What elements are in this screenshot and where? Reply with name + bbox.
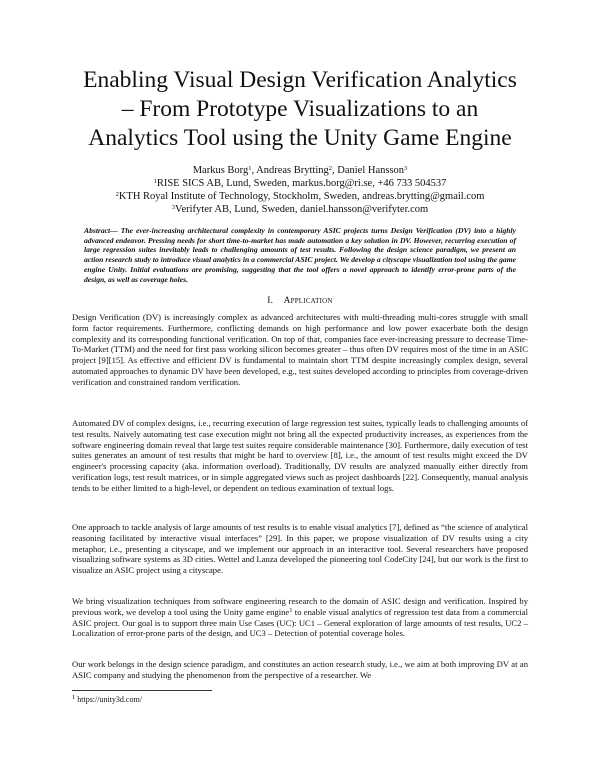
affiliation-2-marker: 2	[115, 191, 119, 198]
author-1-marker: 1	[248, 165, 252, 172]
section-title: Application	[283, 296, 333, 306]
section-heading	[40, 296, 560, 306]
author-block	[40, 164, 560, 216]
affiliation-2-text: KTH Royal Institute of Technology, Stockholm, Sweden, andreas.brytting@gmail.com	[118, 191, 485, 202]
author-separator: ,	[332, 165, 338, 176]
paragraph-4	[72, 596, 528, 639]
title-line-2: – From Prototype Visualizations to an	[121, 96, 479, 122]
author-2-marker: 2	[328, 165, 333, 172]
title-line-1: Enabling Visual Design Verification Analytics	[83, 67, 517, 93]
paragraph-3: One approach to tackle analysis of large amounts of test results is to enable visual analytics [7], defined as “the science of analytical reasoning facilitated by interactive visual interfaces” [29]. In this paper, we propose visualization of DV results using a city metaphor, i.e., presenting a cityscape, and we implement our approach in an interactive tool. Several researchers have proposed visualizing software systems as 3D cities. Wettel and Lanza developed the pioneering tool CodeCity [24], but our work is the first to visualize an ASIC project using a cityscape.	[72, 522, 528, 575]
abstract-label: Abstract—	[84, 226, 118, 235]
paper-title	[40, 66, 560, 153]
section-number: I.	[267, 296, 274, 306]
affiliation-1	[40, 177, 560, 190]
abstract	[84, 226, 516, 284]
affiliation-3	[40, 203, 560, 216]
author-3-marker: 3	[404, 165, 408, 172]
footnote-reference[interactable]: 1	[289, 606, 293, 614]
footnote-link[interactable]: https://unity3d.com/	[75, 695, 142, 704]
paragraph-2: Automated DV of complex designs, i.e., recurring execution of large regression test suites, typically leads to challenging amounts of test results. Naively automating test case execution might not bring all the expected productivity increases, as experiences from the software engineering domain reveal that large test suites require considerable maintenance [30]. Furthermore, daily execution of test suites generates an amount of test results that might be hard to overview [8], i.e., the amount of test results might exceed the DV engineer's processing capacity (aka. information overload). Traditionally, DV results are analyzed manually either directly from verification logs, test result matrices, or in simple aggregated views such as project dashboards [22]. Consequently, manual analysis tends to be either limited to a high-level, or dependent on tedious examination of textual logs.	[72, 418, 528, 493]
affiliation-2	[40, 190, 560, 203]
affiliation-3-marker: 3	[171, 204, 176, 211]
paragraph-5: Our work belongs in the design science paradigm, and constitutes an action research study, i.e., we aim at both improving DV at an ASIC company and studying the phenomenon from the perspective of a researcher. We	[72, 659, 528, 680]
author-separator: ,	[251, 165, 257, 176]
author-names	[40, 164, 560, 177]
affiliation-1-text: RISE SICS AB, Lund, Sweden, markus.borg@ri.se, +46 733 504537	[156, 178, 447, 189]
title-line-3: Analytics Tool using the Unity Game Engine	[88, 125, 512, 151]
author-1: Markus Borg	[192, 165, 249, 176]
footnote	[72, 695, 142, 705]
affiliation-3-text: Verifyter AB, Lund, Sweden, daniel.hansson@verifyter.com	[175, 204, 429, 215]
affiliation-1-marker: 1	[153, 178, 157, 185]
paragraph-4-part-2: to enable visual analytics of regression test data from a commercial ASIC project. Our goal is to support three main Use Cases (UC): UC1 – General exploration of large amounts of test results, UC2 – Localization of error-prone parts of the design, and UC3 – Detection of potential coverage holes.	[72, 606, 528, 639]
footnote-divider	[72, 690, 212, 691]
paragraph-4-part-1: We bring visualization techniques from software engineering research to the domain of ASIC design and verification. Inspired by previous work, we develop a tool using the Unity game engine	[72, 596, 528, 617]
author-3: Daniel Hansson	[337, 165, 405, 176]
paragraph-1: Design Verification (DV) is increasingly complex as advanced architectures with multi-threading multi-cores struggle with small form factor requirements. Furthermore, conflicting demands on high performance and low power exacerbate both the design complexity and its corresponding functional verification. On top of that, companies face ever-increasing pressure to decrease Time-To-Market (TTM) and the need for first pass working silicon becomes greater – thus often DV requires most of the time in an ASIC project [9][15]. As effective and efficient DV is fundamental to maintain short TTM despite increasingly complex design, several automated approaches to dynamic DV have been developed, e.g., test suites developed according to principles from coverage-driven verification and constrained random verification.	[72, 312, 528, 387]
author-2: Andreas Brytting	[256, 165, 329, 176]
footnote-marker: 1	[72, 694, 76, 701]
abstract-text: The ever-increasing architectural complexity in contemporary ASIC projects turns Design Verification (DV) into a highly advanced endeavor. Pressing needs for short time-to-market has made automation a key solution in DV. However, recurring execution of large regression suites inevitably leads to challenging amounts of test results. Following the design science paradigm, we present an action research study to introduce visual analytics in a commercial ASIC project. We develop a cityscape visualization tool using the game engine Unity. Initial evaluations are promising, suggesting that the tool offers a novel approach to identify error-prone parts of the design, as well as coverage holes.	[84, 226, 516, 284]
